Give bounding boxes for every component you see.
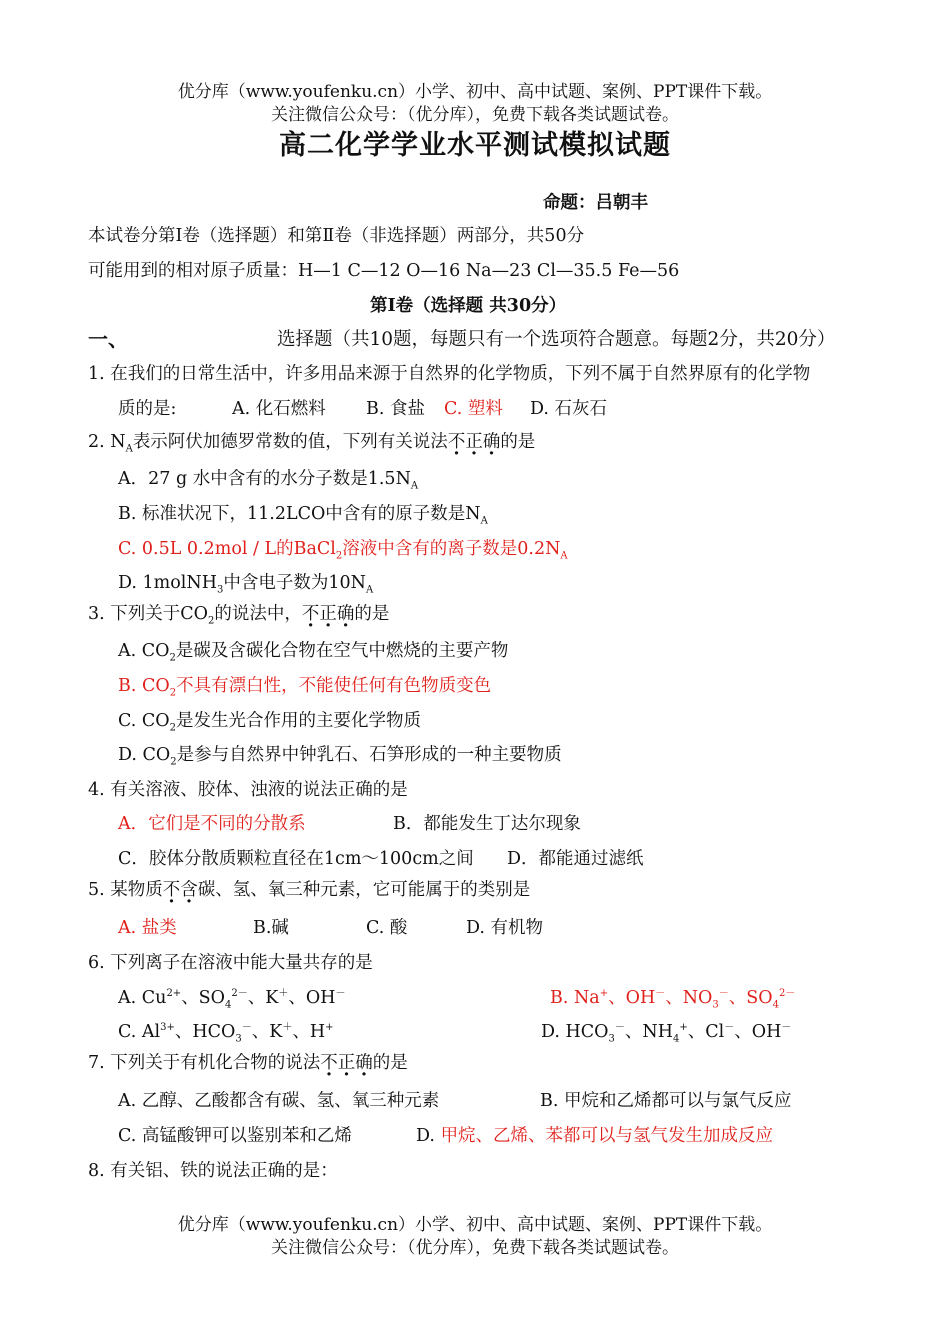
atomic-masses: 可能用到的相对原子质量：H—1 C—12 O—16 Na—23 Cl—35.5 Fe—56 [88, 261, 680, 281]
q3-stem [88, 600, 389, 625]
q7-option-a: A. 乙醇、乙酸都含有碳、氢、氧三种元素 [118, 1091, 440, 1111]
author-line: 命题：吕朝丰 [543, 193, 648, 213]
q7-emphasis-3: 确 [355, 1053, 373, 1073]
q5-option-d: D. 有机物 [466, 918, 544, 938]
q7-emphasis-1: 不 [320, 1053, 338, 1073]
part1-description: 选择题（共10题，每题只有一个选项符合题意。每题2分，共20分） [277, 329, 836, 350]
header-line-2: 关注微信公众号：（优分库），免费下载各类试题试卷。 [271, 105, 679, 125]
q6-option-c: C. $Al^{3+}$、$HCO_3^-$、K＋、H+ [118, 1022, 334, 1045]
q7-option-d-text: 甲烷、乙烯、苯都可以与氢气发生加成反应 [440, 1126, 774, 1146]
q1-stem: 1. 在我们的日常生活中，许多用品来源于自然界的化学物质，下列不属于自然界原有的化学物 [88, 364, 811, 384]
q5-stem-pre: 5. 某物质 [88, 880, 163, 900]
q2-option-a: A．27 g 水中含有的水分子数是$1.5N_A$ [118, 469, 419, 492]
footer-line-2: 关注微信公众号：（优分库），免费下载各类试题试卷。 [271, 1238, 679, 1258]
q2-stem-post: 的是 [500, 432, 536, 452]
q1-option-b: B. 食盐 [366, 399, 425, 419]
q7-stem-pre: 7. 下列关于有机化合物的说法 [88, 1053, 321, 1073]
q7-option-c: C. 高锰酸钾可以鉴别苯和乙烯 [118, 1126, 352, 1146]
q3-option-d: D. $CO_2$是参与自然界中钟乳石、石笋形成的一种主要物质 [118, 745, 562, 768]
q4-option-b: B．都能发生丁达尔现象 [393, 814, 581, 834]
page-title: 高二化学学业水平测试模拟试题 [279, 130, 671, 161]
q7-stem-post: 的是 [372, 1053, 408, 1073]
part1-label: 一、 [88, 327, 128, 351]
q3-stem-mid: 的说法中， [214, 604, 302, 624]
q5-option-c: C. 酸 [366, 918, 408, 938]
q3-stem-pre: 3. 下列关于CO [88, 604, 208, 624]
q3-stem-post: 的是 [354, 604, 390, 624]
q2-stem-pre: 2. N [88, 432, 126, 452]
q6-option-d: D. $HCO_3^-$、$NH_4^+$、Cl－、OH－ [541, 1022, 792, 1045]
q8-stem: 8. 有关铝、铁的说法正确的是： [88, 1161, 338, 1181]
q3-emphasis-2: 正 [319, 604, 337, 624]
q2-emphasis-3: 确 [482, 432, 501, 452]
q3-option-c: C. $CO_2$是发生光合作用的主要化学物质 [118, 711, 422, 734]
q3-emphasis-3: 确 [336, 604, 355, 624]
q1-option-c: C. 塑料 [444, 399, 503, 419]
q4-option-a: A．它们是不同的分散系 [118, 814, 306, 834]
q1-option-a: A. 化石燃料 [232, 399, 326, 419]
q2-option-c: C. 0.5L 0.2mol / L的BaCl$_2$溶液中含有的离子数是$0.2N_A$ [118, 539, 568, 562]
q2-stem-sub: A [125, 443, 133, 455]
q3-option-b: B. $CO_2$不具有漂白性，不能使任何有色物质变色 [118, 676, 492, 699]
q1-option-d: D. 石灰石 [530, 399, 608, 419]
q7-option-b: B. 甲烷和乙烯都可以与氯气反应 [540, 1091, 792, 1111]
q3-option-a: A. $CO_2$是碳及含碳化合物在空气中燃烧的主要产物 [118, 641, 509, 664]
q7-option-d-label: D. [416, 1126, 435, 1146]
q2-emphasis-1: 不 [447, 432, 466, 452]
q7-option-d [416, 1122, 773, 1147]
section1-title: 第Ⅰ卷（选择题 共30分） [370, 296, 567, 316]
q3-stem-sub: 2 [208, 615, 215, 627]
q3-emphasis-1: 不 [301, 604, 320, 624]
q1-stem-cont: 质的是: [118, 399, 177, 419]
q5-stem [88, 876, 530, 901]
q5-emphasis-1: 不 [162, 880, 181, 900]
q5-option-b: B.碱 [253, 918, 289, 938]
q6-option-b: B. Na+、OH－、$NO_3^-$、$SO_4^{2-}$ [550, 988, 796, 1011]
q7-emphasis-2: 正 [337, 1053, 356, 1073]
q6-option-a: A. $Cu^{2+}$、$SO_4^{2-}$、K＋、OH－ [118, 988, 346, 1011]
q4-option-c: C．胶体分散质颗粒直径在1cm～100cm之间 [118, 849, 474, 869]
q6-stem: 6. 下列离子在溶液中能大量共存的是 [88, 953, 373, 973]
q2-emphasis-2: 正 [465, 432, 483, 452]
q5-option-a: A. 盐类 [118, 918, 177, 938]
intro-text: 本试卷分第Ⅰ卷（选择题）和第Ⅱ卷（非选择题）两部分，共50分 [88, 226, 585, 246]
q2-option-d: D. 1molNH$_3$中含电子数为$10N_A$ [118, 573, 374, 596]
footer-line-1: 优分库（www.youfenku.cn）小学、初中、高中试题、案例、PPT课件下载。 [177, 1215, 773, 1235]
q4-stem: 4. 有关溶液、胶体、浊液的说法正确的是 [88, 780, 408, 800]
q2-option-b: B. 标准状况下，11.2LCO中含有的原子数是$N_A$ [118, 504, 488, 527]
q5-stem-post: 碳、氢、氧三种元素，它可能属于的类别是 [197, 880, 531, 900]
q7-stem [88, 1049, 408, 1074]
q2-stem [88, 428, 535, 453]
q4-option-d: D．都能通过滤纸 [507, 849, 644, 869]
q5-emphasis-2: 含 [180, 880, 198, 900]
header-line-1: 优分库（www.youfenku.cn）小学、初中、高中试题、案例、PPT课件下载。 [177, 82, 773, 102]
q2-stem-mid: 表示阿伏加德罗常数的值，下列有关说法 [132, 432, 448, 452]
